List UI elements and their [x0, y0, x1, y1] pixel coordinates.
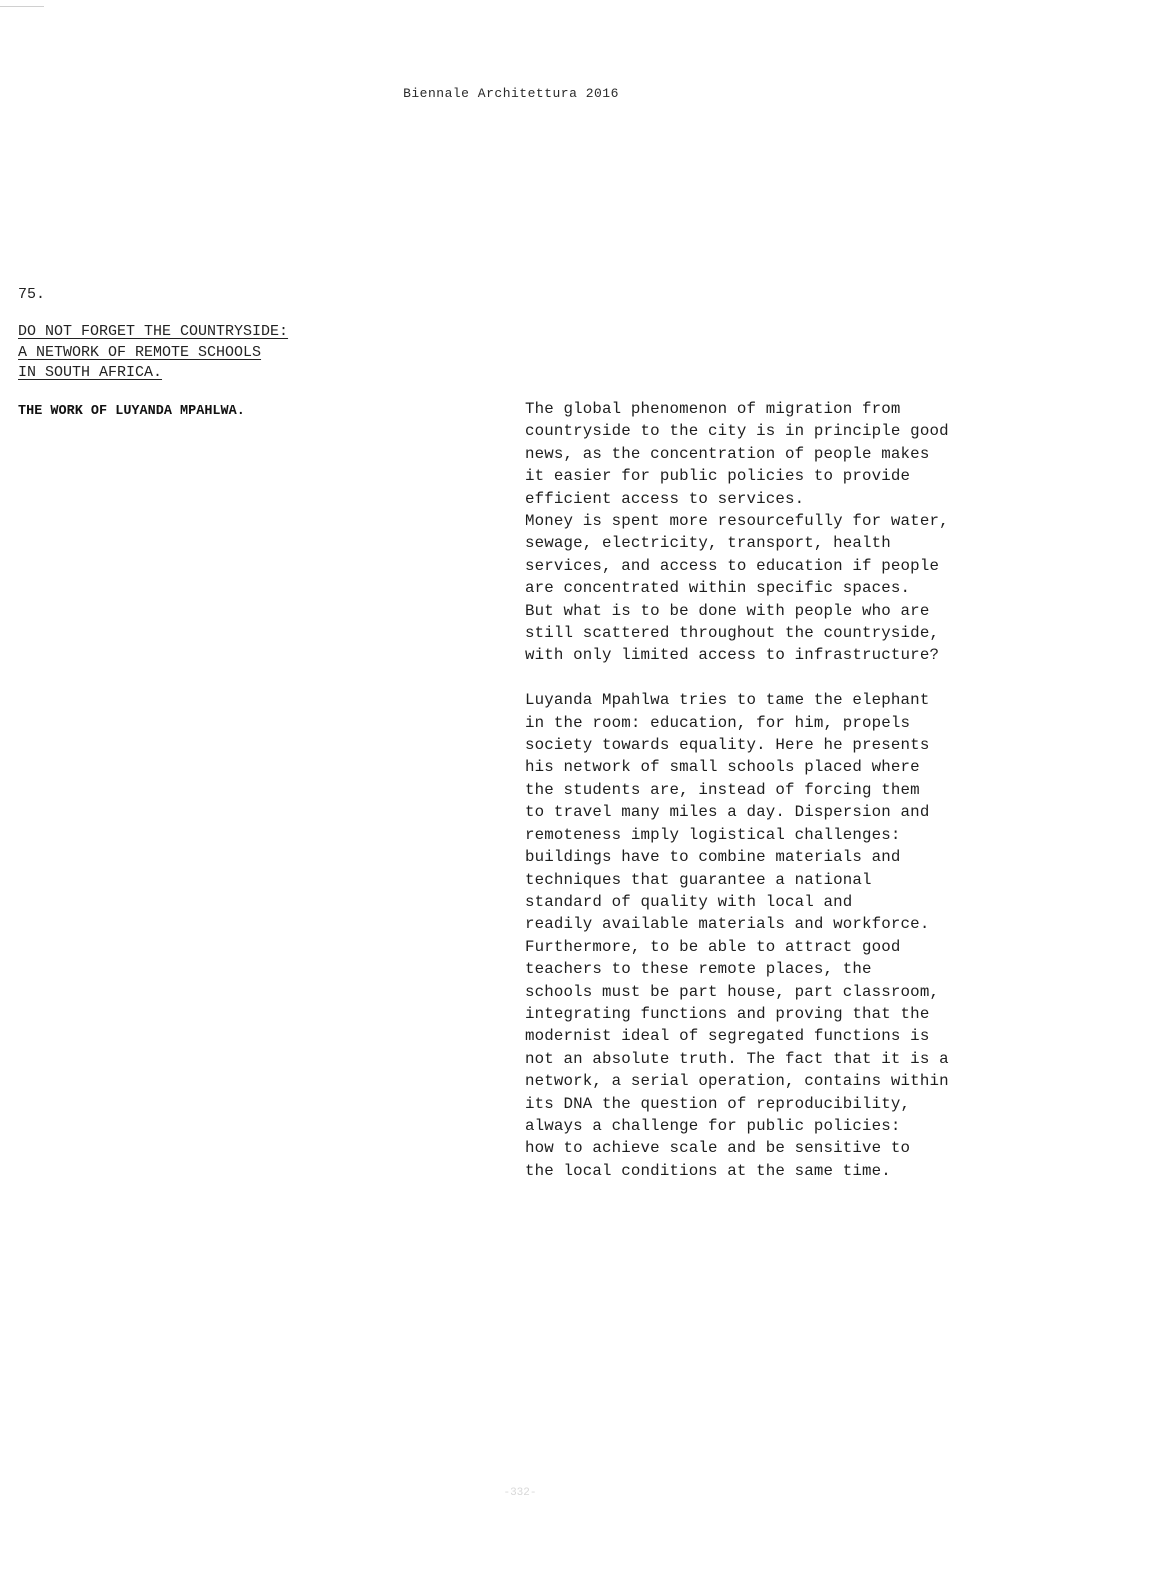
entry-title-line: DO NOT FORGET THE COUNTRYSIDE: [18, 323, 289, 340]
page-number: -332- [503, 1487, 537, 1499]
body-line: his network of small schools placed where [525, 758, 920, 777]
scan-corner-mark [0, 6, 44, 7]
body-line: Luyanda Mpahlwa tries to tame the elephant [525, 691, 930, 710]
body-line: sewage, electricity, transport, health [525, 534, 891, 553]
body-line: to travel many miles a day. Dispersion and [525, 803, 930, 822]
body-line: news, as the concentration of people makes [525, 444, 930, 463]
body-line: The global phenomenon of migration from [525, 400, 901, 418]
entry-title-line: A NETWORK OF REMOTE SCHOOLS [18, 343, 262, 361]
body-line: services, and access to education if people [525, 556, 940, 575]
entry-number: 75. [18, 286, 46, 303]
running-header: Biennale Architettura 2016 [403, 86, 619, 101]
paragraph-gap [525, 667, 1045, 689]
body-line: techniques that guarantee a national [525, 870, 872, 889]
body-line: teachers to these remote places, the [525, 960, 872, 979]
body-line: countryside to the city is in principle good [525, 422, 949, 441]
entry-title [18, 322, 358, 384]
body-text [525, 398, 1045, 1182]
body-line: it easier for public policies to provide [525, 467, 911, 486]
entry-subtitle: THE WORK OF LUYANDA MPAHLWA. [18, 404, 245, 419]
body-line: still scattered throughout the countryside, [525, 624, 940, 643]
body-line: the local conditions at the same time. [525, 1161, 891, 1180]
body-line: not an absolute truth. The fact that it is a [525, 1049, 949, 1068]
entry-title-line: IN SOUTH AFRICA. [18, 364, 163, 381]
body-line: the students are, instead of forcing them [525, 780, 920, 799]
body-line: Furthermore, to be able to attract good [525, 937, 901, 956]
body-line: Money is spent more resourcefully for water, [525, 512, 949, 531]
body-line: society towards equality. Here he presents [525, 736, 930, 755]
body-line: standard of quality with local and [525, 892, 853, 911]
body-line: always a challenge for public policies: [525, 1116, 901, 1135]
body-line: But what is to be done with people who are [525, 601, 930, 620]
paragraph-1 [525, 398, 1045, 667]
body-line: schools must be part house, part classroom, [525, 982, 940, 1001]
body-line: buildings have to combine materials and [525, 848, 901, 867]
body-line: its DNA the question of reproducibility, [525, 1094, 911, 1113]
body-line: in the room: education, for him, propels [525, 713, 911, 732]
body-line: efficient access to services. [525, 489, 805, 508]
body-line: integrating functions and proving that the [525, 1004, 930, 1023]
body-line: network, a serial operation, contains within [525, 1072, 949, 1091]
body-line: how to achieve scale and be sensitive to [525, 1139, 911, 1158]
body-line: with only limited access to infrastructure? [525, 646, 940, 665]
paragraph-2 [525, 689, 1045, 1182]
body-line: modernist ideal of segregated functions is [525, 1027, 930, 1046]
body-line: are concentrated within specific spaces. [525, 579, 911, 598]
body-line: remoteness imply logistical challenges: [525, 825, 901, 844]
body-line: readily available materials and workforce. [525, 915, 930, 934]
